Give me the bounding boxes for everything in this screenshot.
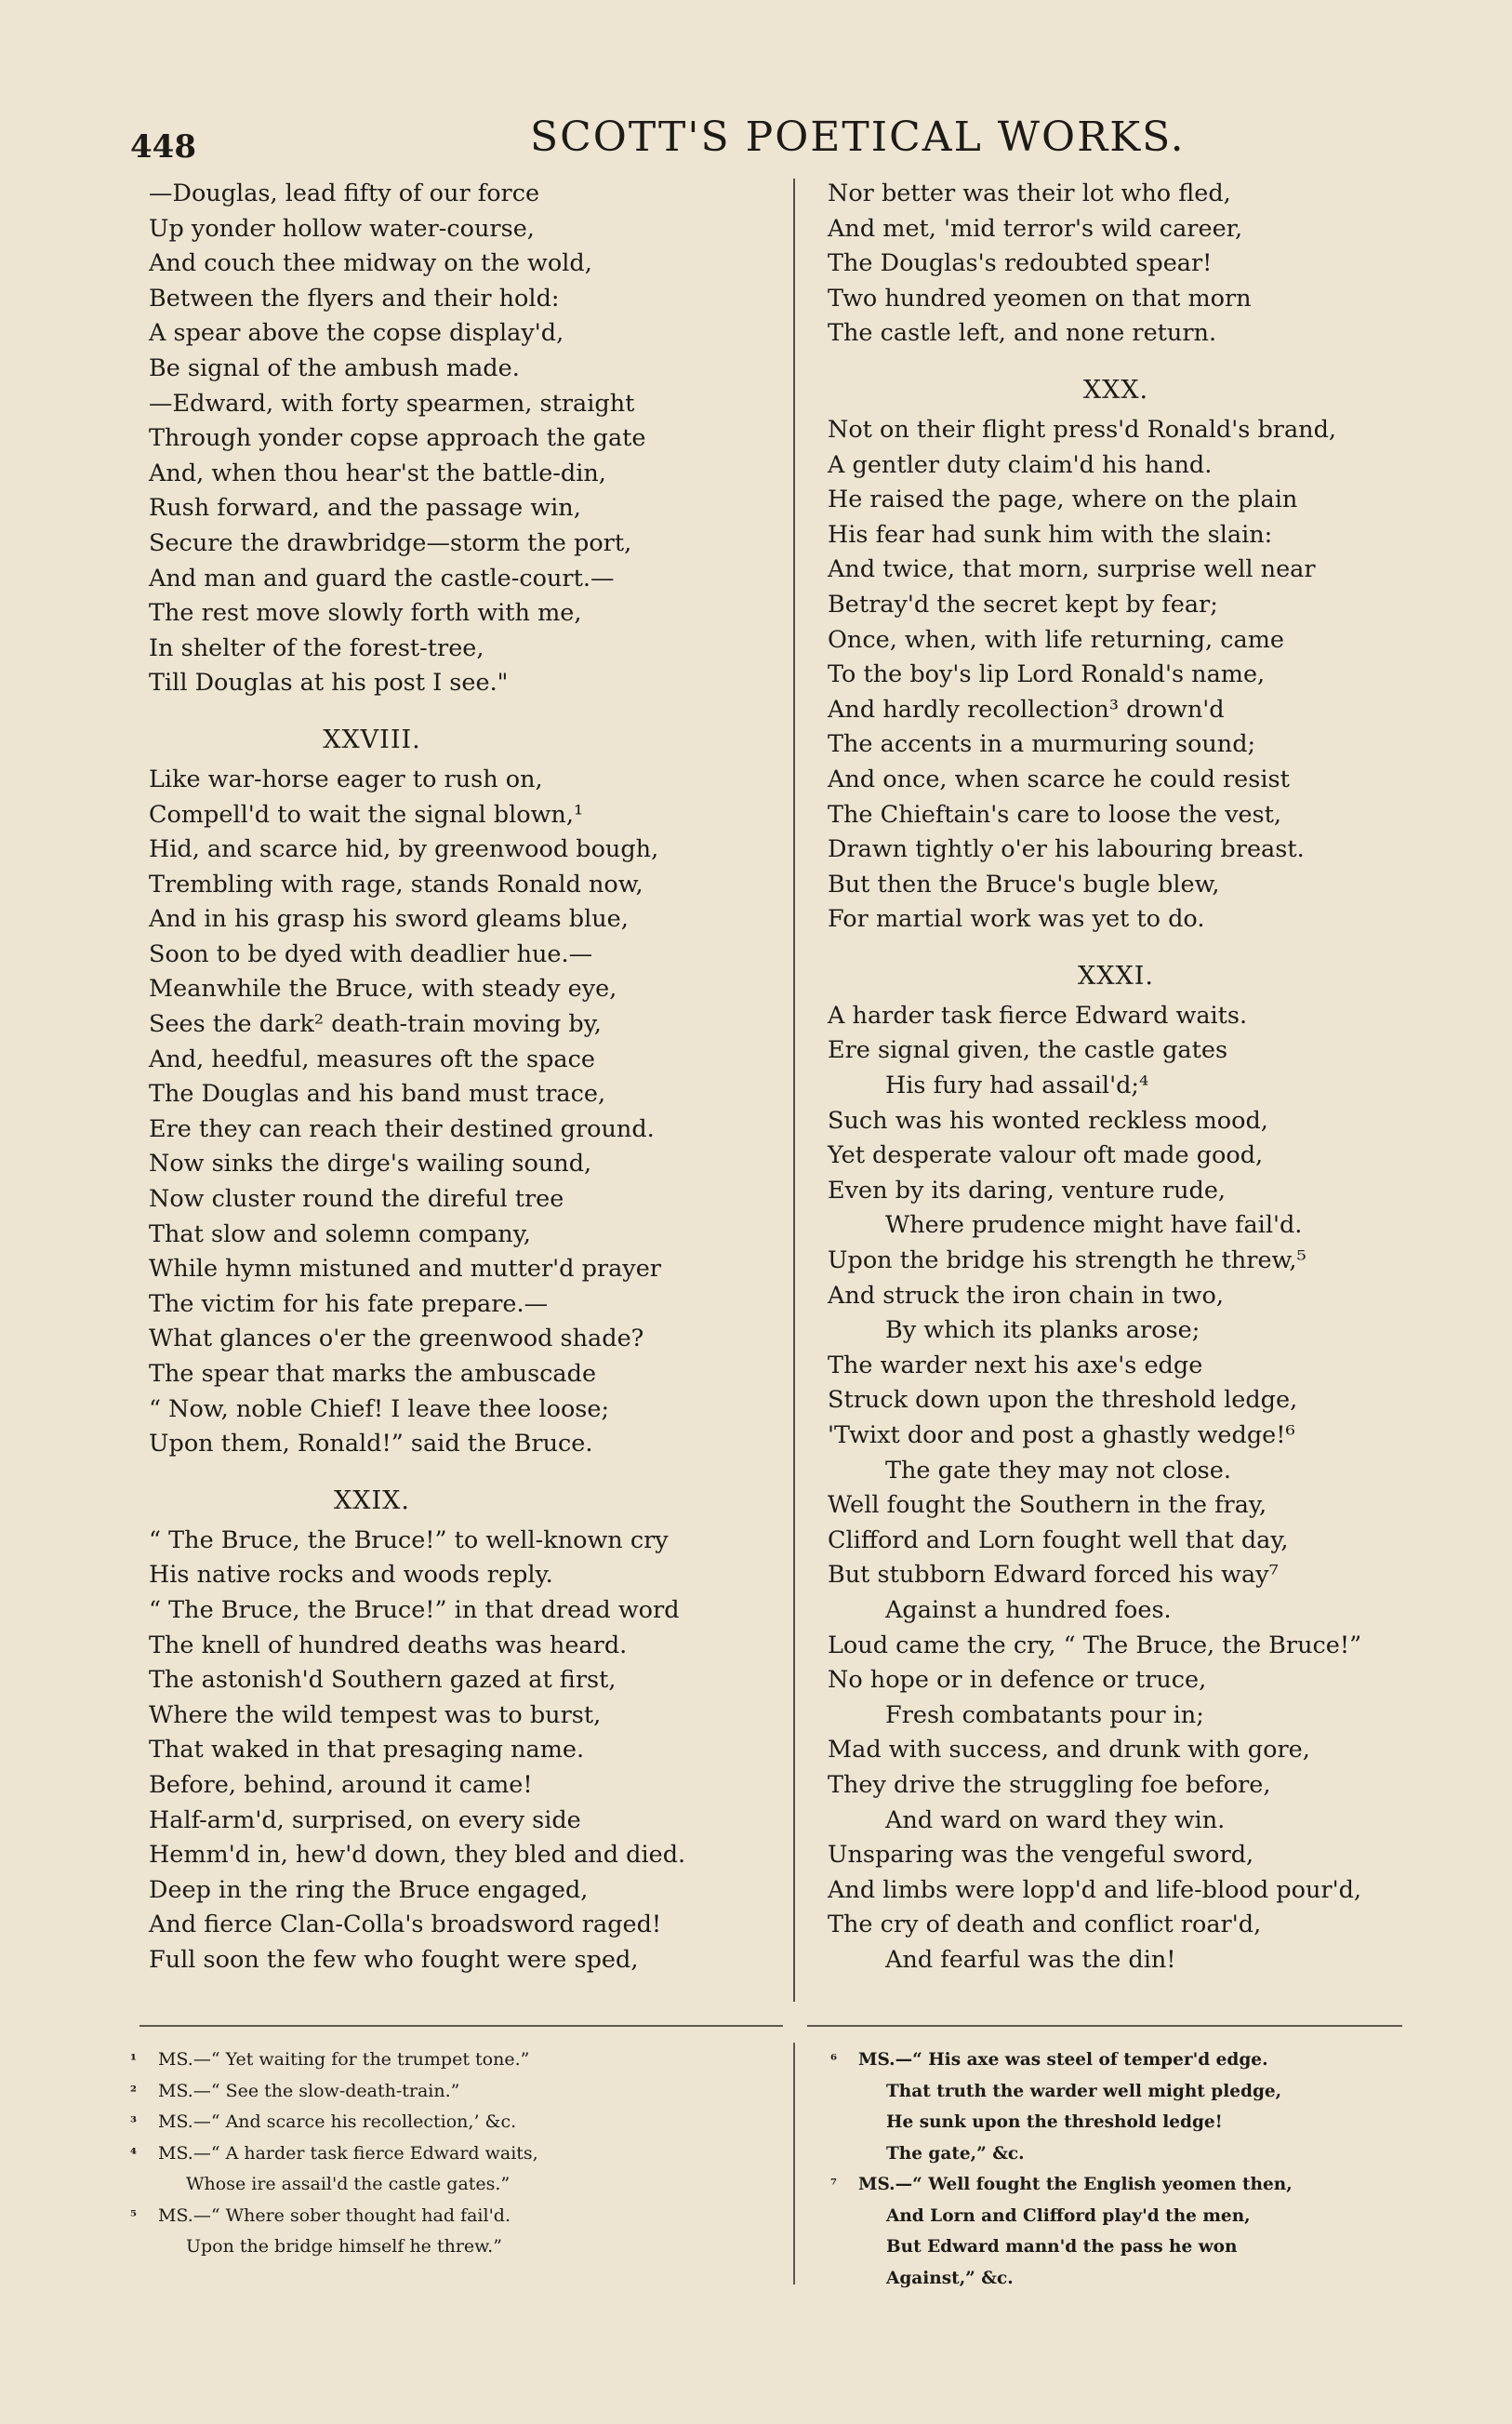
verse-line: Be signal of the ambush made.	[149, 353, 520, 382]
footnote-line	[830, 2107, 1407, 2138]
verse-line: And once, when scarce he could resist	[828, 765, 1290, 793]
footnote-line	[130, 2107, 781, 2138]
verse-line: Against a hundred foes.	[885, 1595, 1172, 1624]
verse-line: In shelter of the forest-tree,	[149, 633, 484, 662]
left-column	[149, 177, 790, 1978]
right-intro-lines	[828, 177, 1423, 352]
verse-line: Trembling with rage, stands Ronald now,	[149, 870, 643, 899]
footnote-text: MS.—“ A harder task fierce Edward waits,	[158, 2142, 538, 2164]
verse-line: To the boy's lip Lord Ronald's name,	[828, 660, 1266, 689]
verse-line: Now sinks the dirge's wailing sound,	[149, 1150, 592, 1179]
footnote-text: That truth the warder well might pledge,	[886, 2081, 1282, 2101]
verse-line: Half-arm'd, surprised, on every side	[149, 1805, 581, 1834]
stanza-xxviii	[149, 763, 790, 1462]
verse-line: Upon the bridge his strength he threw,⁵	[828, 1246, 1306, 1275]
page-header	[130, 113, 1395, 166]
verse-line: And met, 'mid terror's wild career,	[828, 214, 1243, 243]
verse-line: Secure the drawbridge—storm the port,	[149, 528, 632, 557]
verse-line: And twice, that morn, surprise well near	[828, 555, 1316, 584]
verse-line: —Douglas, lead fifty of our force	[149, 180, 540, 207]
verse-line: “ The Bruce, the Bruce!” in that dread word	[149, 1595, 680, 1624]
verse-line: A spear above the copse display'd,	[149, 319, 564, 348]
stanza-xxxi	[828, 999, 1423, 1978]
verse-line: Through yonder copse approach the gate	[149, 424, 646, 453]
verse-line: Loud came the cry, “ The Bruce, the Bruce!”	[828, 1631, 1362, 1659]
verse-line: Such was his wonted reckless mood,	[828, 1106, 1268, 1135]
verse-line: What glances o'er the greenwood shade?	[149, 1325, 644, 1353]
verse-line: Before, behind, around it came!	[149, 1770, 533, 1799]
verse-line: The victim for his fate prepare.—	[149, 1289, 549, 1318]
verse-line: Full soon the few who fought were sped,	[149, 1945, 639, 1974]
verse-line: Hemm'd in, hew'd down, they bled and died.	[149, 1841, 686, 1870]
stanza-xxx	[828, 413, 1423, 938]
footnote-line	[130, 2076, 781, 2108]
column-divider	[793, 179, 795, 2002]
footnote-line	[130, 2201, 781, 2232]
footnote-column-divider	[793, 2043, 795, 2284]
stanza-xxix	[149, 1524, 790, 1978]
footnote-marker: ⁴	[130, 2144, 138, 2163]
verse-line: “ The Bruce, the Bruce!” to well-known cry	[149, 1525, 669, 1554]
verse-line: “ Now, noble Chief! I leave thee loose;	[149, 1394, 610, 1423]
verse-line: Sees the dark² death-train moving by,	[149, 1010, 602, 1039]
verse-line: Even by its daring, venture rude,	[828, 1176, 1227, 1205]
footnotes-right	[830, 2044, 1407, 2294]
footnote-text: But Edward mann'd the pass he won	[886, 2237, 1238, 2257]
verse-line: And limbs were lopp'd and life-blood pour'd,	[828, 1875, 1362, 1904]
verse-line: Rush forward, and the passage win,	[149, 494, 581, 523]
verse-line: Clifford and Lorn fought well that day,	[828, 1525, 1289, 1554]
verse-line: Struck down upon the threshold ledge,	[828, 1386, 1298, 1415]
verse-line: For martial work was yet to do.	[828, 905, 1205, 934]
verse-line: They drive the struggling foe before,	[828, 1770, 1271, 1799]
footnote-line	[130, 2044, 781, 2076]
verse-line: A gentler duty claim'd his hand.	[828, 450, 1213, 479]
footnote-marker: ²	[130, 2082, 138, 2100]
verse-line: His fear had sunk him with the slain:	[828, 520, 1273, 549]
verse-line: The accents in a murmuring sound;	[828, 730, 1256, 759]
verse-line: The Douglas and his band must trace,	[149, 1080, 606, 1109]
footnote-line	[830, 2044, 1407, 2076]
footnote-line	[830, 2263, 1407, 2295]
footnote-line	[830, 2201, 1407, 2232]
verse-line: Not on their flight press'd Ronald's brand,	[828, 415, 1337, 444]
verse-line: The Chieftain's care to loose the vest,	[828, 800, 1281, 829]
verse-line: Hid, and scarce hid, by greenwood bough,	[149, 835, 659, 864]
verse-line: That slow and solemn company,	[149, 1219, 531, 1248]
verse-line: The castle left, and none return.	[828, 319, 1217, 348]
footnote-text: The gate,” &c.	[886, 2143, 1025, 2164]
footnote-marker: ⁵	[130, 2206, 138, 2225]
verse-line: The rest move slowly forth with me,	[149, 599, 582, 628]
footnote-text: MS.—“ His axe was steel of temper'd edge.	[858, 2050, 1268, 2070]
right-column	[828, 177, 1423, 1978]
verse-line: Compell'd to wait the signal blown,¹	[149, 800, 584, 829]
stanza-title-xxix: XXIX.	[334, 1485, 410, 1515]
verse-line: 'Twixt door and post a ghastly wedge!⁶	[828, 1421, 1295, 1449]
verse-line: Two hundred yeomen on that morn	[828, 284, 1252, 313]
verse-line: The gate they may not close.	[885, 1456, 1231, 1485]
footnote-text: Whose ire assail'd the castle gates.”	[186, 2174, 511, 2194]
footnote-line	[830, 2076, 1407, 2108]
verse-line: A harder task fierce Edward waits.	[828, 1001, 1248, 1030]
verse-line: And fearful was the din!	[885, 1945, 1176, 1974]
verse-line: And, when thou hear'st the battle-din,	[149, 459, 606, 487]
page-number: 448	[130, 128, 196, 166]
footnote-line	[830, 2138, 1407, 2170]
verse-line: Where prudence might have fail'd.	[885, 1211, 1303, 1240]
footnote-text: MS.—“ See the slow-death-train.”	[158, 2080, 460, 2101]
footnote-text: And Lorn and Clifford play'd the men,	[886, 2205, 1251, 2226]
footnote-text: He sunk upon the threshold ledge!	[886, 2112, 1223, 2132]
footnote-text: Upon the bridge himself he threw.”	[186, 2236, 502, 2257]
verse-line: Soon to be dyed with deadlier hue.—	[149, 939, 593, 968]
verse-line: Fresh combatants pour in;	[885, 1700, 1204, 1729]
verse-line: The spear that marks the ambuscade	[149, 1360, 597, 1388]
verse-line: While hymn mistuned and mutter'd prayer	[149, 1255, 661, 1284]
footnote-text: MS.—“ Well fought the English yeomen then,	[858, 2175, 1293, 2194]
verse-line: Meanwhile the Bruce, with steady eye,	[149, 975, 617, 1004]
verse-line: Unsparing was the vengeful sword,	[828, 1841, 1254, 1870]
footnote-line	[830, 2169, 1407, 2201]
verse-line: The cry of death and conflict roar'd,	[828, 1911, 1262, 1939]
verse-line: Till Douglas at his post I see."	[149, 669, 509, 698]
verse-line: Betray'd the secret kept by fear;	[828, 590, 1218, 619]
footnote-line	[130, 2138, 781, 2170]
footnote-text: MS.—“ Where sober thought had fail'd.	[158, 2204, 511, 2226]
verse-line: And, heedful, measures oft the space	[149, 1045, 595, 1073]
verse-line: Ere they can reach their destined ground.	[149, 1114, 655, 1143]
verse-line: Where the wild tempest was to burst,	[149, 1700, 602, 1729]
verse-line: Yet desperate valour oft made good,	[828, 1141, 1264, 1170]
footnote-line	[130, 2169, 781, 2201]
verse-line: And struck the iron chain in two,	[828, 1281, 1224, 1310]
footnote-marker: ³	[130, 2113, 138, 2131]
verse-line: Well fought the Southern in the fray,	[828, 1491, 1267, 1520]
verse-line: No hope or in defence or truce,	[828, 1666, 1207, 1695]
verse-line: Upon them, Ronald!” said the Bruce.	[149, 1430, 593, 1458]
stanza-title-xxx: XXX.	[1082, 375, 1149, 405]
footnote-text: MS.—“ And scarce his recollection,’ &c.	[158, 2111, 517, 2132]
footnote-text: Against,” &c.	[886, 2268, 1014, 2288]
verse-line: —Edward, with forty spearmen, straight	[149, 389, 635, 418]
left-intro-lines	[149, 177, 790, 701]
footnote-marker: ⁶	[830, 2051, 838, 2069]
verse-line: His fury had assail'd;⁴	[885, 1072, 1149, 1100]
footnote-text: MS.—“ Yet waiting for the trumpet tone.”	[158, 2049, 530, 2070]
verse-line: Now cluster round the direful tree	[149, 1185, 564, 1214]
verse-line: He raised the page, where on the plain	[828, 486, 1298, 514]
verse-line: Between the flyers and their hold:	[149, 284, 560, 313]
footnotes-left	[130, 2044, 781, 2263]
running-title: SCOTT'S POETICAL WORKS.	[530, 113, 1186, 161]
verse-line: And fierce Clan-Colla's broadsword raged!	[149, 1911, 662, 1939]
stanza-title-xxviii: XXVIII.	[323, 725, 421, 754]
verse-line: Ere signal given, the castle gates	[828, 1036, 1228, 1065]
footnote-line	[830, 2231, 1407, 2263]
verse-line: And man and guard the castle-court.—	[149, 564, 615, 593]
verse-line: That waked in that presaging name.	[149, 1736, 585, 1765]
verse-line: The Douglas's redoubted spear!	[828, 249, 1213, 278]
verse-line: But stubborn Edward forced his way⁷	[828, 1561, 1279, 1590]
verse-line: Mad with success, and drunk with gore,	[828, 1736, 1310, 1765]
footnote-rule-right	[807, 2025, 1402, 2027]
verse-line: And ward on ward they win.	[885, 1805, 1226, 1834]
footnote-line	[130, 2231, 781, 2263]
verse-line: Nor better was their lot who fled,	[828, 180, 1231, 207]
verse-line: By which its planks arose;	[885, 1316, 1200, 1345]
verse-line: But then the Bruce's bugle blew,	[828, 870, 1220, 899]
verse-line: The warder next his axe's edge	[828, 1351, 1203, 1379]
verse-line: His native rocks and woods reply.	[149, 1561, 553, 1590]
stanza-title-xxxi: XXXI.	[1078, 961, 1154, 991]
verse-line: And hardly recollection³ drown'd	[828, 695, 1225, 724]
verse-line: Deep in the ring the Bruce engaged,	[149, 1875, 589, 1904]
verse-line: Up yonder hollow water-course,	[149, 214, 535, 243]
verse-line: The knell of hundred deaths was heard.	[149, 1631, 628, 1659]
verse-line: Drawn tightly o'er his labouring breast.	[828, 835, 1305, 864]
verse-line: Like war-horse eager to rush on,	[149, 765, 543, 793]
footnote-rule-left	[139, 2025, 783, 2027]
verse-line: Once, when, with life returning, came	[828, 625, 1285, 654]
verse-line: The astonish'd Southern gazed at first,	[149, 1666, 617, 1695]
verse-line: And in his grasp his sword gleams blue,	[149, 905, 629, 934]
verse-line: And couch thee midway on the wold,	[149, 249, 592, 278]
footnote-marker: ¹	[130, 2051, 138, 2069]
footnote-marker: ⁷	[830, 2176, 838, 2193]
